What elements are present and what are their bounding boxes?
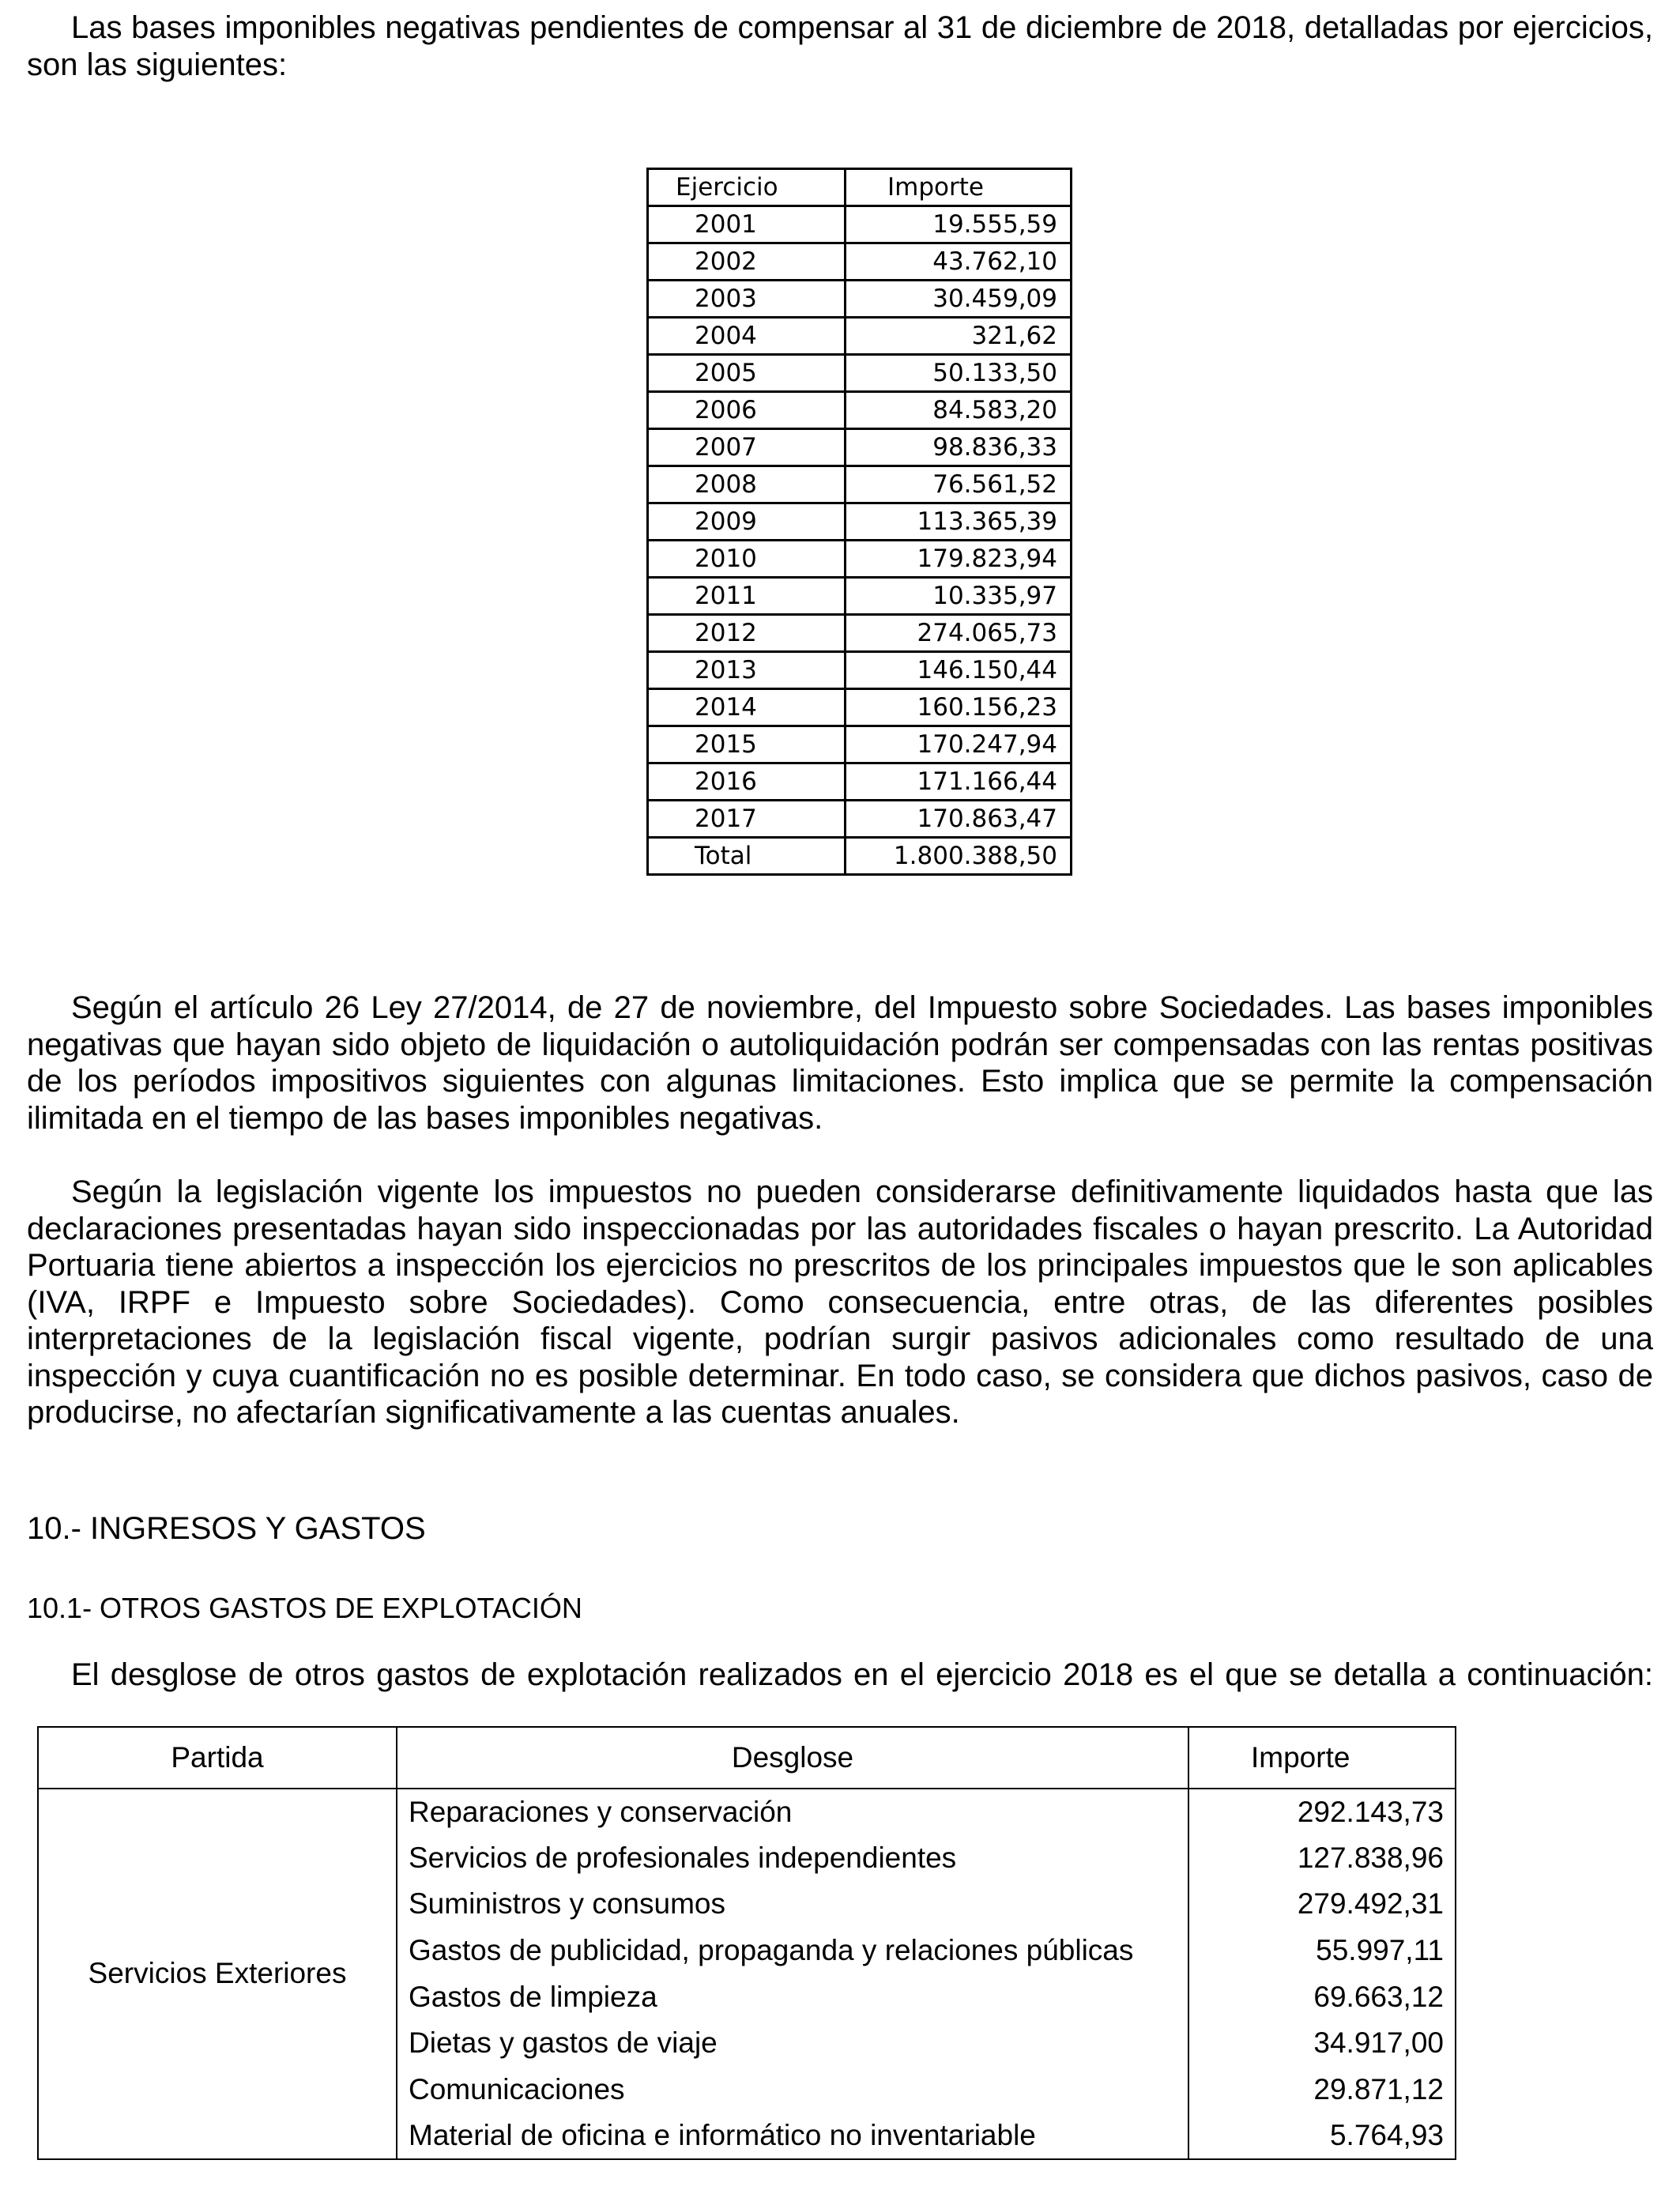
amount-cell: 127.838,96 [1188, 1835, 1456, 1882]
section-heading: 10.- INGRESOS Y GASTOS [27, 1511, 426, 1546]
amount-cell: 171.166,44 [846, 763, 1072, 801]
subsection-heading: 10.1- OTROS GASTOS DE EXPLOTACIÓN [27, 1592, 582, 1624]
table-header-row [648, 169, 1072, 206]
paragraph-text: Según el artículo 26 Ley 27/2014, de 27 de noviembre, del Impuesto sobre Sociedades. Las bases imponibles negativas que hayan sido objeto de liquidación o autoliquidación podrán ser compensadas con las rentas positivas de los períodos impositivos siguientes con algunas limitaciones. Esto implica que se permite la compensación ilimitada en el tiempo de las bases imponibles negativas. [27, 990, 1653, 1136]
year-cell: 2013 [648, 652, 846, 689]
amount-cell: 84.583,20 [846, 392, 1072, 429]
concept-cell: Comunicaciones [397, 2067, 1188, 2113]
amount-cell: 76.561,52 [846, 466, 1072, 503]
amount-cell: 321,62 [846, 318, 1072, 355]
otros-gastos-table [37, 1726, 1456, 2160]
total-amount: 1.800.388,50 [846, 838, 1072, 875]
partida-cell: Servicios Exteriores [38, 1789, 397, 2159]
header-partida: Partida [38, 1727, 397, 1789]
year-cell: 2002 [648, 243, 846, 281]
table-row [648, 652, 1072, 689]
amount-cell: 10.335,97 [846, 578, 1072, 615]
concept-cell: Dietas y gastos de viaje [397, 2020, 1188, 2067]
table-row [648, 355, 1072, 392]
table-row [648, 578, 1072, 615]
header-importe: Importe [1188, 1727, 1456, 1789]
amount-cell: 170.247,94 [846, 726, 1072, 763]
table-header-row [38, 1727, 1456, 1789]
year-cell: 2006 [648, 392, 846, 429]
amount-cell: 274.065,73 [846, 615, 1072, 652]
table-row [38, 1789, 1456, 1835]
amount-cell: 69.663,12 [1188, 1973, 1456, 2020]
concept-cell: Gastos de limpieza [397, 1973, 1188, 2020]
table-row [648, 392, 1072, 429]
table-row [648, 801, 1072, 838]
concept-cell: Gastos de publicidad, propaganda y relaciones públicas [397, 1928, 1188, 1974]
year-cell: 2010 [648, 541, 846, 578]
amount-cell: 179.823,94 [846, 541, 1072, 578]
bases-imponibles-table [646, 168, 1072, 876]
year-cell: 2012 [648, 615, 846, 652]
table-row [648, 503, 1072, 541]
year-cell: 2005 [648, 355, 846, 392]
amount-cell: 170.863,47 [846, 801, 1072, 838]
year-cell: 2016 [648, 763, 846, 801]
concept-cell: Suministros y consumos [397, 1881, 1188, 1928]
total-label: Total [648, 838, 846, 875]
year-cell: 2009 [648, 503, 846, 541]
table-row [648, 318, 1072, 355]
amount-cell: 113.365,39 [846, 503, 1072, 541]
amount-cell: 160.156,23 [846, 689, 1072, 726]
table-row [648, 615, 1072, 652]
amount-cell: 43.762,10 [846, 243, 1072, 281]
total-row [648, 838, 1072, 875]
table-row [648, 429, 1072, 466]
paragraph-text: Según la legislación vigente los impuestos no pueden considerarse definitivamente liquidados hasta que las declaraciones presentadas hayan sido inspeccionadas por las autoridades fiscales o hayan prescrito. La Autoridad Portuaria tiene abiertos a inspección los ejercicios no prescritos de los principales impuestos que le son aplicables (IVA, IRPF e Impuesto sobre Sociedades). Como consecuencia, entre otras, de las diferentes posibles interpretaciones de la legislación fiscal vigente, podrían surgir pasivos adicionales como resultado de una inspección y cuya cuantificación no es posible determinar. En todo caso, se considera que dichos pasivos, caso de producirse, no afectarían significativamente a las cuentas anuales. [27, 1174, 1653, 1430]
paragraph-desglose [27, 1657, 1653, 1694]
paragraph-legislacion [27, 1174, 1653, 1431]
concept-cell: Servicios de profesionales independientes [397, 1835, 1188, 1882]
year-cell: 2017 [648, 801, 846, 838]
header-importe: Importe [846, 169, 1072, 206]
table-row [648, 763, 1072, 801]
intro-text: Las bases imponibles negativas pendientes de compensar al 31 de diciembre de 2018, detalladas por ejercicios, son las siguientes: [27, 10, 1653, 82]
header-desglose: Desglose [397, 1727, 1188, 1789]
year-cell: 2011 [648, 578, 846, 615]
table-row [648, 243, 1072, 281]
concept-cell: Reparaciones y conservación [397, 1789, 1188, 1835]
amount-cell: 279.492,31 [1188, 1881, 1456, 1928]
paragraph-articulo-26 [27, 990, 1653, 1137]
table-row [648, 726, 1072, 763]
year-cell: 2008 [648, 466, 846, 503]
table-row [648, 689, 1072, 726]
amount-cell: 146.150,44 [846, 652, 1072, 689]
amount-cell: 50.133,50 [846, 355, 1072, 392]
year-cell: 2004 [648, 318, 846, 355]
year-cell: 2003 [648, 281, 846, 318]
header-ejercicio: Ejercicio [648, 169, 846, 206]
amount-cell: 98.836,33 [846, 429, 1072, 466]
year-cell: 2001 [648, 206, 846, 243]
year-cell: 2015 [648, 726, 846, 763]
paragraph-text: El desglose de otros gastos de explotación realizados en el ejercicio 2018 es el que se detalla a continuación: [71, 1657, 1653, 1692]
amount-cell: 5.764,93 [1188, 2113, 1456, 2159]
table-row [648, 541, 1072, 578]
table-row [648, 206, 1072, 243]
year-cell: 2007 [648, 429, 846, 466]
table-row [648, 281, 1072, 318]
amount-cell: 55.997,11 [1188, 1928, 1456, 1974]
amount-cell: 29.871,12 [1188, 2067, 1456, 2113]
concept-cell: Material de oficina e informático no inventariable [397, 2113, 1188, 2159]
intro-paragraph [27, 9, 1653, 83]
amount-cell: 292.143,73 [1188, 1789, 1456, 1835]
amount-cell: 34.917,00 [1188, 2020, 1456, 2067]
year-cell: 2014 [648, 689, 846, 726]
amount-cell: 19.555,59 [846, 206, 1072, 243]
table-row [648, 466, 1072, 503]
amount-cell: 30.459,09 [846, 281, 1072, 318]
